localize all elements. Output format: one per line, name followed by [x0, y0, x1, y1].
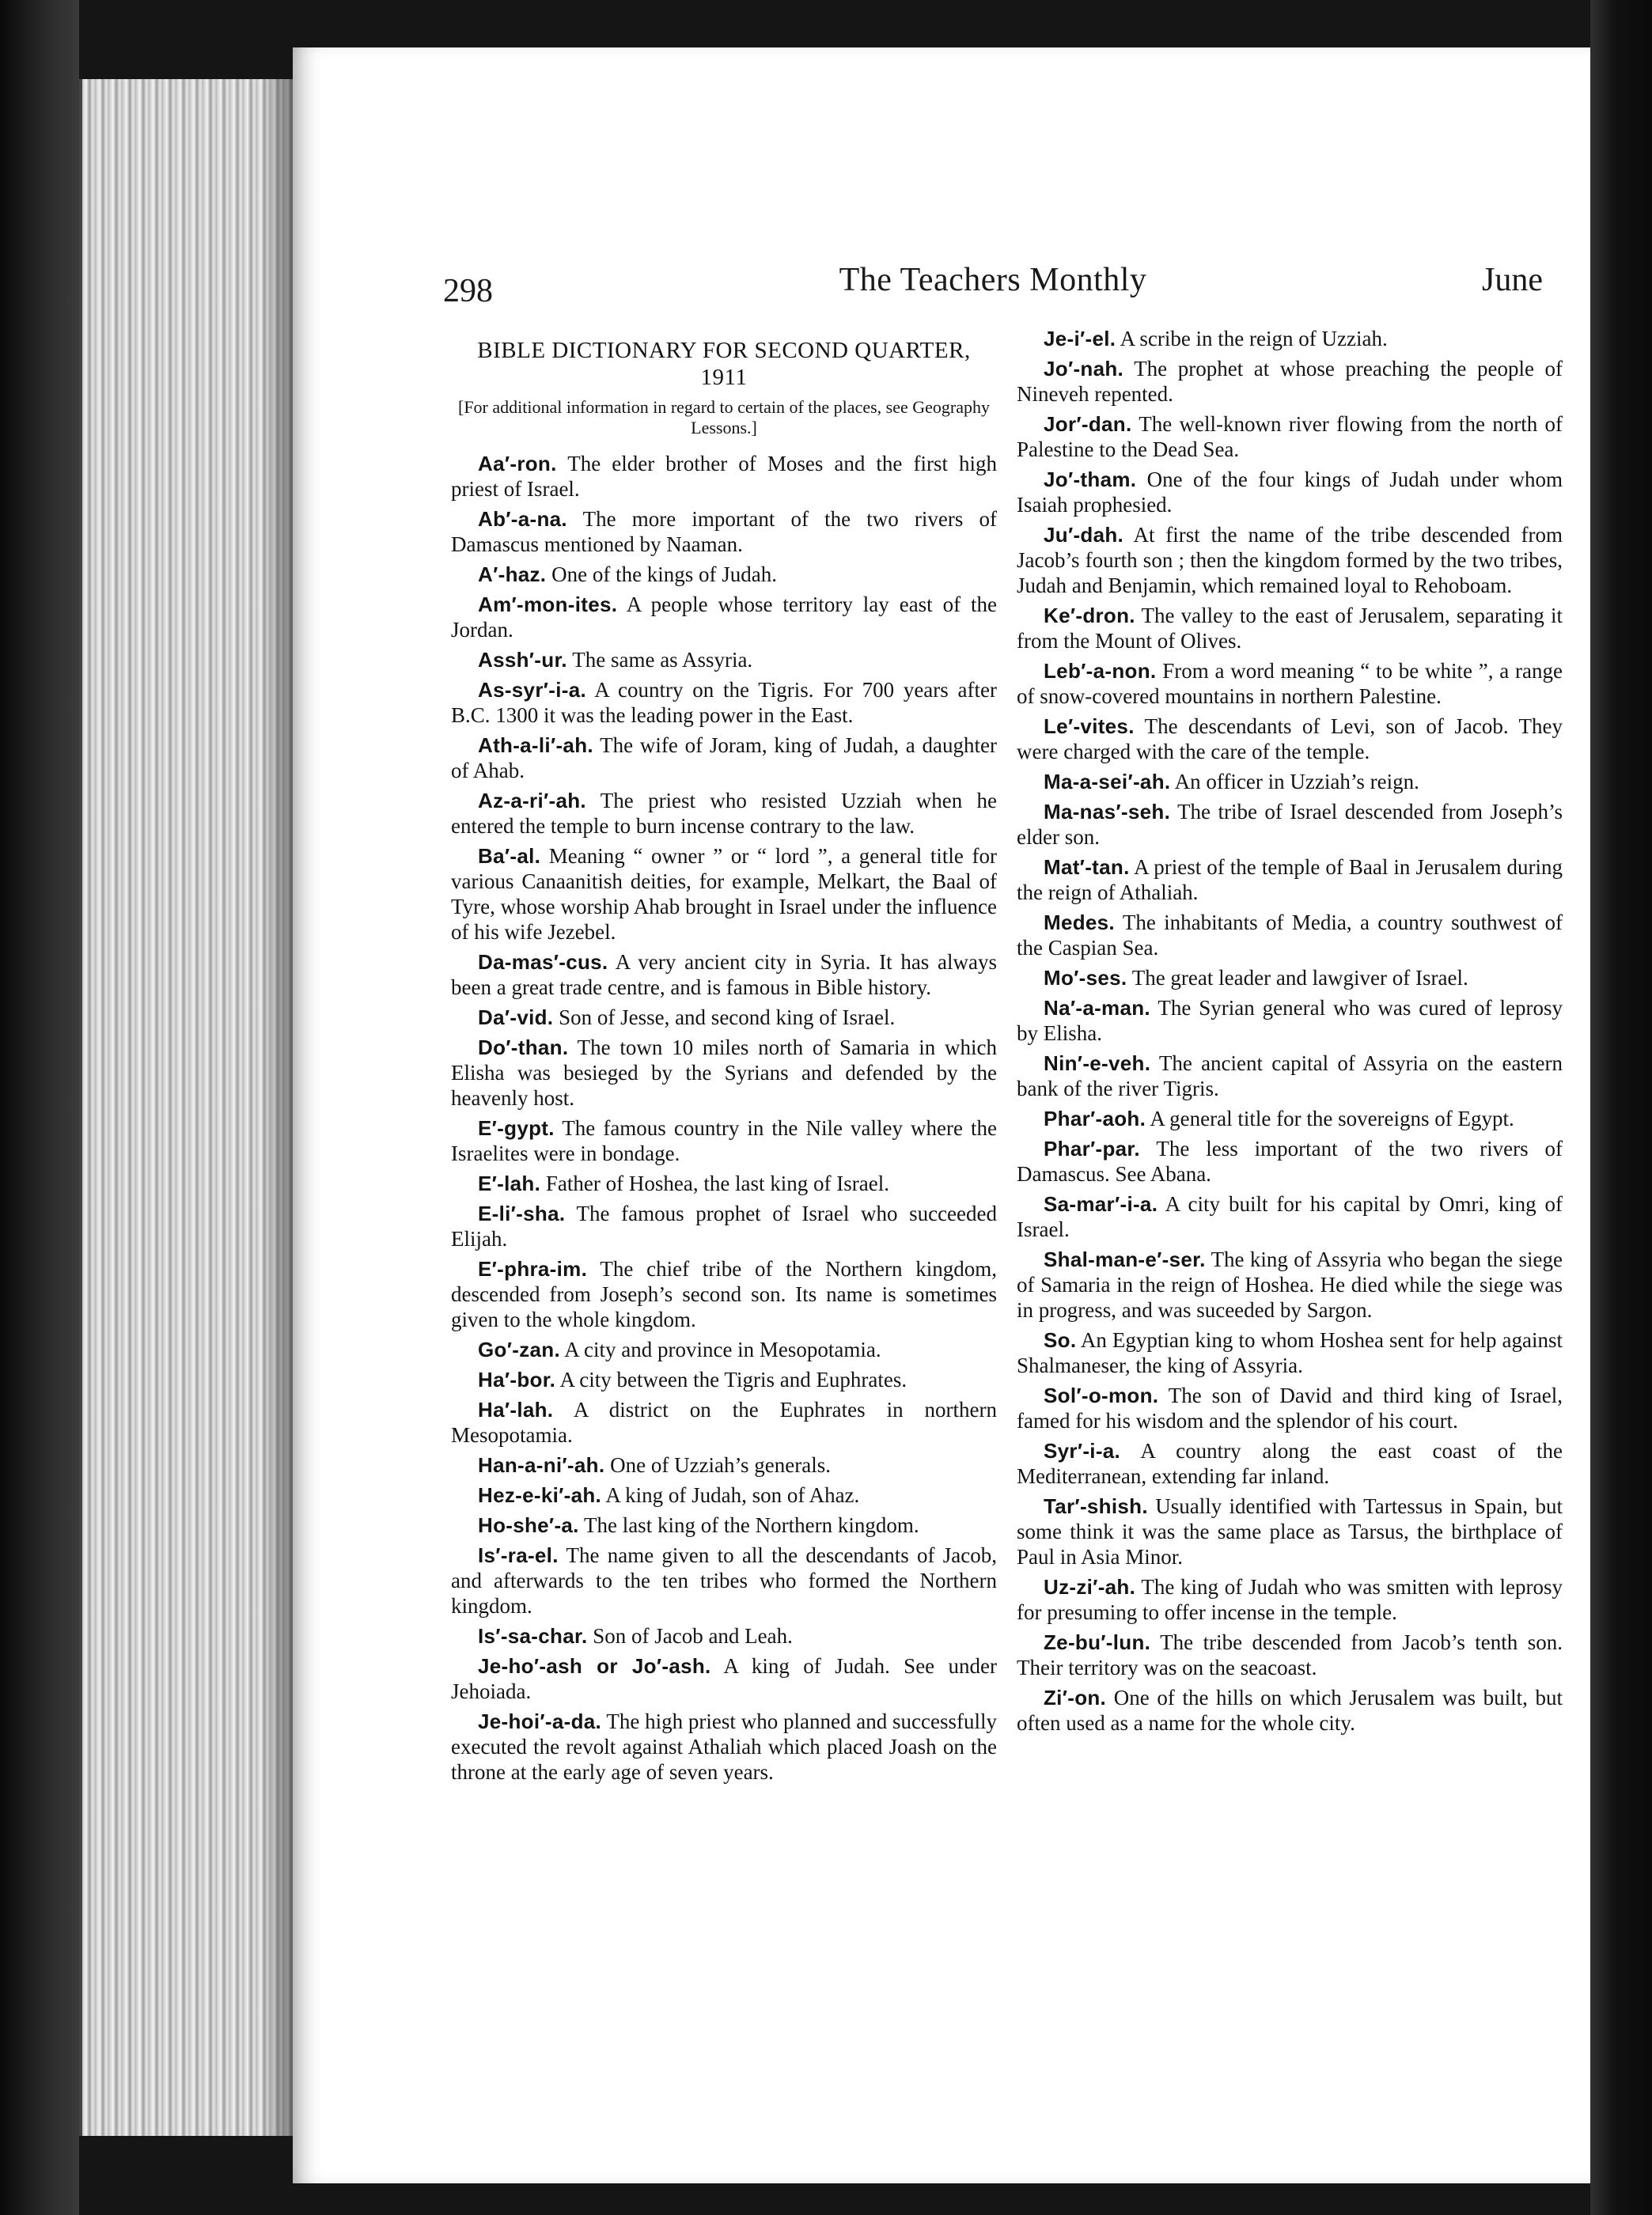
entry-term: Da′-vid.	[478, 1005, 554, 1029]
entry-term: Jo′-tham.	[1044, 468, 1137, 491]
entry-definition: The chief tribe of the Northern kingdom, descended from Joseph’s second son. Its name is sometimes given to the whole kingdom.	[451, 1257, 997, 1331]
entry-term: Is′-sa-char.	[478, 1624, 588, 1648]
dictionary-entry	[451, 1623, 997, 1649]
entry-term: Je-ho′-ash or Jo′-ash.	[478, 1654, 711, 1678]
entry-definition: One of the hills on which Jerusalem was built, but often used as a name for the whole city.	[1017, 1686, 1563, 1735]
dictionary-entry	[451, 1005, 997, 1030]
dictionary-entry	[451, 592, 997, 642]
dictionary-entry	[1017, 714, 1563, 764]
entry-term: Leb′-a-non.	[1044, 659, 1157, 683]
entry-definition: The inhabitants of Media, a country southwest of the Caspian Sea.	[1017, 911, 1563, 960]
entry-definition: Father of Hoshea, the last king of Israel.	[545, 1172, 889, 1195]
book-cover-edge-right	[1590, 0, 1652, 2215]
entry-term: Medes.	[1044, 911, 1115, 934]
dictionary-entry	[1017, 965, 1563, 990]
book-cover-edge-left	[0, 0, 79, 2215]
entry-term: Je-hoi′-a-da.	[478, 1710, 602, 1733]
entry-definition: An Egyptian king to whom Hoshea sent for help against Shalmaneser, the king of Assyria.	[1017, 1328, 1563, 1377]
entry-term: Jor′-dan.	[1044, 412, 1132, 436]
entry-term: Ma-nas′-seh.	[1044, 800, 1171, 824]
dictionary-entry	[451, 733, 997, 783]
entry-definition: A very ancient city in Syria. It has always been a great trade centre, and is famous in Bible history.	[451, 950, 997, 999]
entry-term: Ho-she′-a.	[478, 1513, 579, 1537]
entry-term: Na′-a-man.	[1044, 996, 1150, 1020]
entry-term: Sol′-o-mon.	[1044, 1384, 1159, 1407]
entry-definition: The Syrian general who was cured of leprosy by Elisha.	[1017, 996, 1563, 1045]
entry-definition: The tribe of Israel descended from Joseph’s elder son.	[1017, 800, 1563, 849]
entry-term: Ba′-al.	[478, 844, 541, 868]
dictionary-entry	[1017, 854, 1563, 905]
entry-term: Phar′-par.	[1044, 1137, 1140, 1161]
entry-definition: Usually identified with Tartessus in Spain, but some think it was the same place as Tarsus, the birthplace of Paul in Asia Minor.	[1017, 1494, 1563, 1569]
entry-definition: One of the kings of Judah.	[551, 562, 778, 586]
dictionary-entry	[1017, 1574, 1563, 1625]
dictionary-entry	[1017, 356, 1563, 407]
entry-term: Am′-mon-ites.	[478, 593, 618, 616]
dictionary-entry	[451, 1709, 997, 1785]
entry-definition: The less important of the two rivers of Damascus. See Abana.	[1017, 1137, 1563, 1186]
gutter-shadow	[261, 79, 293, 2136]
entry-term: Ha′-lah.	[478, 1398, 554, 1422]
entry-definition: Meaning “ owner ” or “ lord ”, a general title for various Canaanitish deities, for example, Melkart, the Baal of Tyre, whose worship Ahab brought in Israel under the influence of his wife Jezebel.	[451, 844, 997, 944]
dictionary-entry	[1017, 1630, 1563, 1680]
dictionary-entry	[1017, 326, 1563, 351]
entry-term: Syr′-i-a.	[1044, 1439, 1121, 1463]
entry-definition: Son of Jacob and Leah.	[593, 1624, 793, 1648]
entry-definition: A king of Judah, son of Ahaz.	[605, 1483, 860, 1507]
entry-term: E′-phra-im.	[478, 1257, 588, 1281]
entry-term: Mo′-ses.	[1044, 966, 1127, 990]
entry-term: Da-mas′-cus.	[478, 950, 608, 974]
entry-term: Hez-e-ki′-ah.	[478, 1483, 602, 1507]
dictionary-entry	[451, 677, 997, 728]
dictionary-entry	[451, 1397, 997, 1448]
entry-definition: A people whose territory lay east of the Jordan.	[451, 593, 997, 642]
dictionary-entry	[1017, 769, 1563, 794]
entry-definition: The great leader and lawgiver of Israel.	[1131, 966, 1468, 990]
dictionary-entry	[1017, 603, 1563, 653]
entry-definition: A country along the east coast of the Mediterranean, extending far inland.	[1017, 1439, 1563, 1488]
dictionary-entry	[451, 1482, 997, 1508]
entry-term: Ke′-dron.	[1044, 604, 1135, 627]
entry-term: Ath-a-li′-ah.	[478, 733, 593, 757]
issue-month: June	[1482, 262, 1543, 298]
dictionary-entry	[1017, 1383, 1563, 1433]
dictionary-entry	[451, 1653, 997, 1704]
dictionary-entry	[451, 949, 997, 1000]
entry-term: Ze-bu′-lun.	[1044, 1630, 1151, 1654]
entry-definition: The more important of the two rivers of Damascus mentioned by Naaman.	[451, 507, 997, 556]
left-column	[451, 337, 997, 1789]
entry-term: A′-haz.	[478, 562, 547, 586]
dictionary-entry	[1017, 522, 1563, 598]
entry-term: Aa′-ron.	[478, 452, 557, 475]
dictionary-entry	[451, 1452, 997, 1478]
dictionary-entry	[451, 562, 997, 587]
entry-term: E-li′-sha.	[478, 1202, 566, 1225]
entry-definition: The high priest who planned and successfully executed the revolt against Athaliah which placed Joash on the throne at the early age of seven years.	[451, 1710, 997, 1784]
entry-term: Le′-vites.	[1044, 714, 1135, 738]
entry-term: Ab′-a-na.	[478, 507, 567, 531]
dictionary-entry	[451, 647, 997, 672]
entry-definition: The king of Judah who was smitten with leprosy for presuming to offer incense in the temple.	[1017, 1575, 1563, 1624]
entry-term: Assh′-ur.	[478, 648, 567, 672]
entry-definition: The famous country in the Nile valley where the Israelites were in bondage.	[451, 1116, 997, 1165]
entry-definition: The king of Assyria who began the siege of Samaria in the reign of Hoshea. He died while the siege was in progress, and was suceeded by Sargon.	[1017, 1248, 1563, 1322]
dictionary-entry	[451, 1513, 997, 1538]
entry-definition: A king of Judah. See under Jehoiada.	[451, 1654, 998, 1703]
dictionary-entry	[451, 1367, 997, 1392]
dictionary-title: BIBLE DICTIONARY FOR SECOND QUARTER, 1911	[477, 338, 971, 390]
entry-definition: The elder brother of Moses and the first high priest of Israel.	[451, 452, 998, 501]
entry-term: Shal-man-e′-ser.	[1044, 1248, 1206, 1271]
dictionary-entry	[451, 788, 997, 839]
dictionary-entry	[1017, 1191, 1563, 1242]
entry-definition: The famous prophet of Israel who succeeded Elijah.	[451, 1202, 998, 1251]
dictionary-entry	[1017, 1438, 1563, 1489]
journal-title: The Teachers Monthly	[839, 262, 1147, 298]
entry-definition: A scribe in the reign of Uzziah.	[1120, 327, 1388, 350]
entry-definition: The ancient capital of Assyria on the eastern bank of the river Tigris.	[1017, 1051, 1563, 1100]
entry-term: So.	[1044, 1328, 1077, 1352]
entry-definition: The descendants of Levi, son of Jacob. They were charged with the care of the temple.	[1017, 714, 1563, 763]
entry-term: Ju′-dah.	[1044, 523, 1124, 547]
entry-definition: The son of David and third king of Israel, famed for his wisdom and the splendor of his court.	[1017, 1384, 1563, 1433]
entry-definition: The well-known river flowing from the north of Palestine to the Dead Sea.	[1017, 412, 1563, 461]
dictionary-entry	[451, 1171, 997, 1196]
dictionary-entry	[451, 843, 997, 945]
entry-definition: The valley to the east of Jerusalem, separating it from the Mount of Olives.	[1017, 604, 1563, 653]
entry-term: As-syr′-i-a.	[478, 678, 586, 702]
dictionary-entry	[451, 1035, 997, 1111]
dictionary-entry	[1017, 1106, 1563, 1131]
entry-term: Nin′-e-veh.	[1044, 1051, 1151, 1075]
dictionary-entry	[1017, 799, 1563, 850]
entry-term: Ha′-bor.	[478, 1368, 556, 1391]
dictionary-entry	[1017, 995, 1563, 1046]
entry-term: Zi′-on.	[1044, 1686, 1107, 1710]
entry-definition: One of Uzziah’s generals.	[610, 1453, 831, 1477]
entry-term: Ma-a-sei′-ah.	[1044, 770, 1171, 793]
entry-definition: A city and province in Mesopotamia.	[564, 1338, 881, 1361]
dictionary-entry	[451, 1337, 997, 1362]
entry-definition: Son of Jesse, and second king of Israel.	[559, 1005, 896, 1029]
entry-term: Sa-mar′-i-a.	[1044, 1192, 1158, 1216]
entry-term: Jo′-nah.	[1044, 357, 1124, 381]
entry-term: Go′-zan.	[478, 1338, 560, 1361]
page-number: 298	[443, 273, 493, 309]
dictionary-entry	[1017, 467, 1563, 517]
dictionary-entry	[1017, 1685, 1563, 1736]
entry-definition: A general title for the sovereigns of Egypt.	[1150, 1107, 1514, 1130]
dictionary-entry	[451, 506, 997, 557]
entry-definition: The prophet at whose preaching the people of Nineveh repented.	[1017, 357, 1563, 406]
dictionary-entry	[451, 1115, 997, 1166]
entry-definition: The town 10 miles north of Samaria in which Elisha was besieged by the Syrians and defended by the heavenly host.	[451, 1036, 998, 1110]
entry-term: Phar′-aoh.	[1044, 1107, 1146, 1130]
dictionary-entry	[1017, 1494, 1563, 1569]
entry-definition: A country on the Tigris. For 700 years after B.C. 1300 it was the leading power in the East.	[451, 678, 997, 727]
right-column	[1017, 326, 1563, 1740]
entry-definition: A city built for his capital by Omri, king of Israel.	[1017, 1192, 1563, 1241]
entry-definition: The priest who resisted Uzziah when he entered the temple to burn incense contrary to the law.	[451, 789, 997, 838]
dictionary-entry	[1017, 658, 1563, 709]
dictionary-entry	[451, 1201, 997, 1251]
dictionary-entry	[451, 1256, 997, 1332]
entry-definition: The tribe descended from Jacob’s tenth son. Their territory was on the seacoast.	[1017, 1630, 1563, 1679]
dictionary-entry	[1017, 1327, 1563, 1378]
entry-term: E′-gypt.	[478, 1116, 555, 1140]
entry-term: Az-a-ri′-ah.	[478, 789, 586, 812]
entry-definition: At first the name of the tribe descended from Jacob’s fourth son ; then the kingdom formed by the two tribes, Judah and Benjamin, which remained loyal to Rehoboam.	[1017, 523, 1563, 597]
entry-term: Uz-zi′-ah.	[1044, 1575, 1136, 1599]
book-page	[293, 47, 1590, 2183]
entry-definition: The same as Assyria.	[572, 648, 753, 672]
dictionary-entry	[1017, 1051, 1563, 1101]
entry-definition: From a word meaning “ to be white ”, a range of snow-covered mountains in northern Palestine.	[1017, 659, 1563, 708]
entry-term: Han-a-ni′-ah.	[478, 1453, 605, 1477]
dictionary-entry	[1017, 1136, 1563, 1187]
dictionary-entry	[451, 451, 997, 502]
entry-term: E′-lah.	[478, 1172, 541, 1195]
entry-definition: The last king of the Northern kingdom.	[583, 1513, 919, 1537]
entry-definition: A district on the Euphrates in northern Mesopotamia.	[451, 1398, 997, 1447]
entry-definition: A priest of the temple of Baal in Jerusalem during the reign of Athaliah.	[1017, 855, 1563, 904]
dictionary-entry	[1017, 1247, 1563, 1323]
entry-term: Je-i′-el.	[1044, 327, 1116, 350]
entry-definition: A city between the Tigris and Euphrates.	[559, 1368, 907, 1391]
entry-term: Do′-than.	[478, 1036, 569, 1059]
entry-definition: One of the four kings of Judah under whom Isaiah prophesied.	[1017, 468, 1563, 517]
entry-definition: The name given to all the descendants of Jacob, and afterwards to the ten tribes who formed the Northern kingdom.	[451, 1543, 998, 1618]
entry-definition: An officer in Uzziah’s reign.	[1174, 770, 1419, 793]
dictionary-note: [For additional information in regard to certain of the places, see Geography Lessons.]	[458, 397, 990, 437]
running-head	[443, 261, 1543, 316]
dictionary-entry	[1017, 910, 1563, 960]
entry-term: Tar′-shish.	[1044, 1494, 1148, 1518]
entry-definition: The wife of Joram, king of Judah, a daughter of Ahab.	[451, 733, 997, 782]
entry-term: Mat′-tan.	[1044, 855, 1130, 879]
dictionary-entry	[451, 1543, 997, 1619]
entry-term: Is′-ra-el.	[478, 1543, 559, 1567]
dictionary-entry	[1017, 411, 1563, 462]
